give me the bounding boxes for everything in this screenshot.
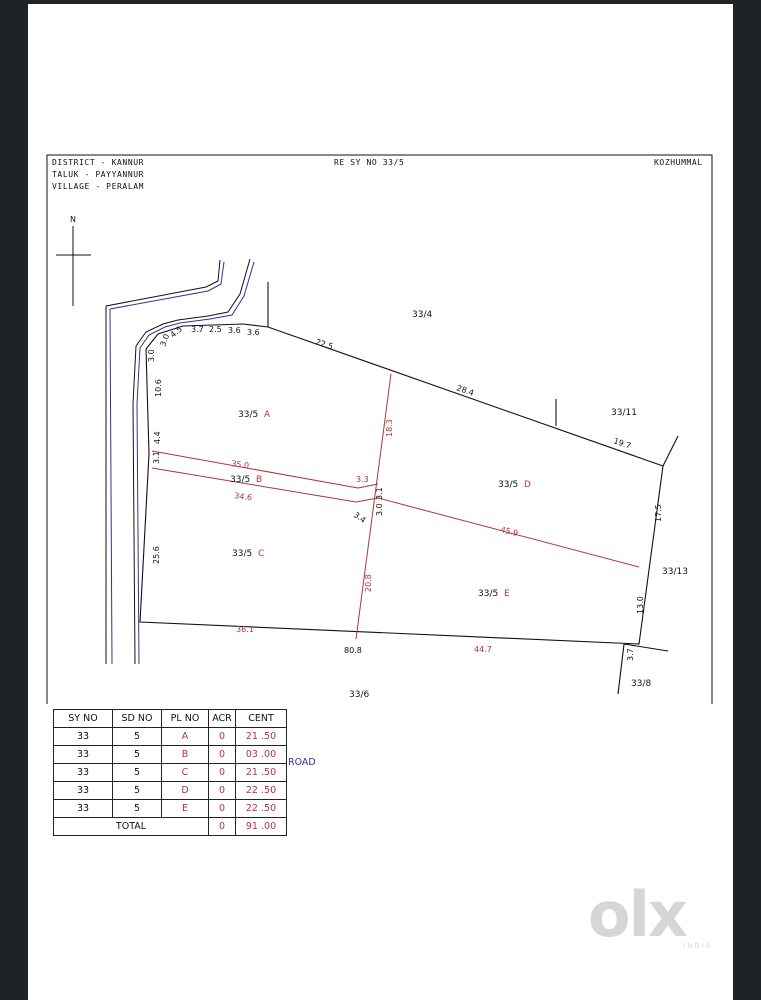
cell: 0: [209, 728, 236, 746]
left-measure: 3.1: [152, 451, 161, 464]
inner-measure: 20.8: [364, 574, 373, 592]
plot-boundary: [140, 282, 678, 694]
cell: 5: [113, 728, 162, 746]
olx-logo: olx: [588, 878, 686, 951]
inner-measure: 34.6: [233, 491, 253, 503]
neighbor-33-11: 33/11: [611, 408, 637, 418]
cell: A: [162, 728, 209, 746]
table-row: [54, 746, 287, 764]
curve-measure: 2.5: [209, 325, 222, 334]
district-label: DISTRICT - KANNUR: [52, 158, 145, 167]
cell: 22 .50: [236, 782, 287, 800]
plot-a-number: 33/5: [238, 410, 259, 420]
curve-measure: 3.7: [191, 325, 204, 334]
cell: 33: [54, 728, 113, 746]
cell: 21 .50: [236, 764, 287, 782]
village-label: VILLAGE - PERALAM: [52, 182, 145, 191]
resurvey-number: RE SY NO 33/5: [334, 158, 405, 167]
extent-table: [53, 709, 287, 836]
table-header-row: [54, 710, 287, 728]
top-measure: 19.7: [612, 436, 633, 451]
olx-india-label: INDIA: [683, 942, 713, 950]
cell: 0: [209, 800, 236, 818]
subdivision-measurements: [231, 419, 519, 654]
survey-sheet: [28, 4, 733, 1000]
col-header: PL NO: [162, 710, 209, 728]
right-measure: 13.0: [636, 596, 645, 614]
neighbor-33-8: 33/8: [631, 679, 652, 689]
col-header: SD NO: [113, 710, 162, 728]
land-plan-drawing: [28, 4, 733, 704]
road-label: ROAD: [288, 757, 316, 768]
plot-d-letter: D: [524, 480, 531, 490]
olx-watermark: [588, 878, 713, 951]
plot-e-letter: E: [504, 589, 510, 599]
inner-measure: 18.3: [385, 419, 394, 437]
cell: 0: [209, 782, 236, 800]
taluk-label: TALUK - PAYYANNUR: [52, 170, 145, 179]
cell: C: [162, 764, 209, 782]
cell: 33: [54, 764, 113, 782]
cell: 5: [113, 782, 162, 800]
plot-d-number: 33/5: [498, 480, 519, 490]
cell: 5: [113, 764, 162, 782]
top-measure: 28.4: [455, 383, 476, 398]
right-measure: 3.7: [626, 648, 635, 661]
table-row: [54, 728, 287, 746]
neighbor-33-6: 33/6: [349, 690, 370, 700]
cell: E: [162, 800, 209, 818]
table-row: [54, 782, 287, 800]
curve-measure: 3.0: [158, 332, 172, 348]
map-frame: [47, 155, 712, 704]
plot-c-letter: C: [258, 549, 265, 559]
left-measure: 25.6: [152, 546, 161, 564]
cell: 0: [209, 764, 236, 782]
cell: 03 .00: [236, 746, 287, 764]
table-total-row: [54, 818, 287, 836]
plot-e-number: 33/5: [478, 589, 499, 599]
plot-c-number: 33/5: [232, 549, 253, 559]
cell: 22 .50: [236, 800, 287, 818]
curve-measure: 3.6: [247, 328, 260, 337]
col-header: SY NO: [54, 710, 113, 728]
neighbor-labels: [349, 310, 688, 700]
table-row: [54, 764, 287, 782]
top-measure: 22.5: [314, 337, 335, 352]
north-letter: N: [70, 215, 76, 224]
cell: 21 .50: [236, 728, 287, 746]
north-arrow-icon: [56, 215, 91, 306]
inner-measure: 3.1: [375, 487, 384, 500]
place-name: KOZHUMMAL: [654, 158, 703, 167]
total-label: TOTAL: [54, 818, 209, 836]
inner-measure: 45.9: [499, 525, 519, 538]
cell: D: [162, 782, 209, 800]
left-measure: 10.6: [154, 379, 163, 397]
plot-a-letter: A: [264, 410, 271, 420]
inner-measure: 3.0: [375, 503, 384, 516]
total-cent: 91 .00: [236, 818, 287, 836]
bottom-measure: 80.8: [344, 646, 362, 655]
inner-measure: 3.4: [351, 510, 368, 525]
cell: 0: [209, 746, 236, 764]
right-measure: 17.5: [654, 504, 663, 522]
cell: 5: [113, 800, 162, 818]
left-measure: 4.4: [153, 431, 162, 444]
bottom-measure: 44.7: [474, 645, 492, 654]
inner-small-measurements: [352, 487, 384, 525]
table-row: [54, 800, 287, 818]
neighbor-33-4: 33/4: [412, 310, 433, 320]
cell: 33: [54, 800, 113, 818]
col-header: CENT: [236, 710, 287, 728]
curve-measure: 3.6: [228, 326, 241, 335]
inner-measure: 3.3: [356, 475, 369, 484]
cell: B: [162, 746, 209, 764]
curve-measure: 4.5: [168, 324, 185, 340]
cell: 33: [54, 782, 113, 800]
cell: 5: [113, 746, 162, 764]
plot-b-letter: B: [256, 475, 263, 485]
curve-measure: 3.0: [147, 349, 156, 362]
neighbor-33-13: 33/13: [662, 567, 688, 577]
plot-b-number: 33/5: [230, 475, 251, 485]
col-header: ACR: [209, 710, 236, 728]
bottom-measure: 36.1: [236, 625, 254, 634]
total-acr: 0: [209, 818, 236, 836]
inner-measure: 35.0: [230, 459, 250, 471]
subdivision-lines: [152, 374, 639, 639]
cell: 33: [54, 746, 113, 764]
